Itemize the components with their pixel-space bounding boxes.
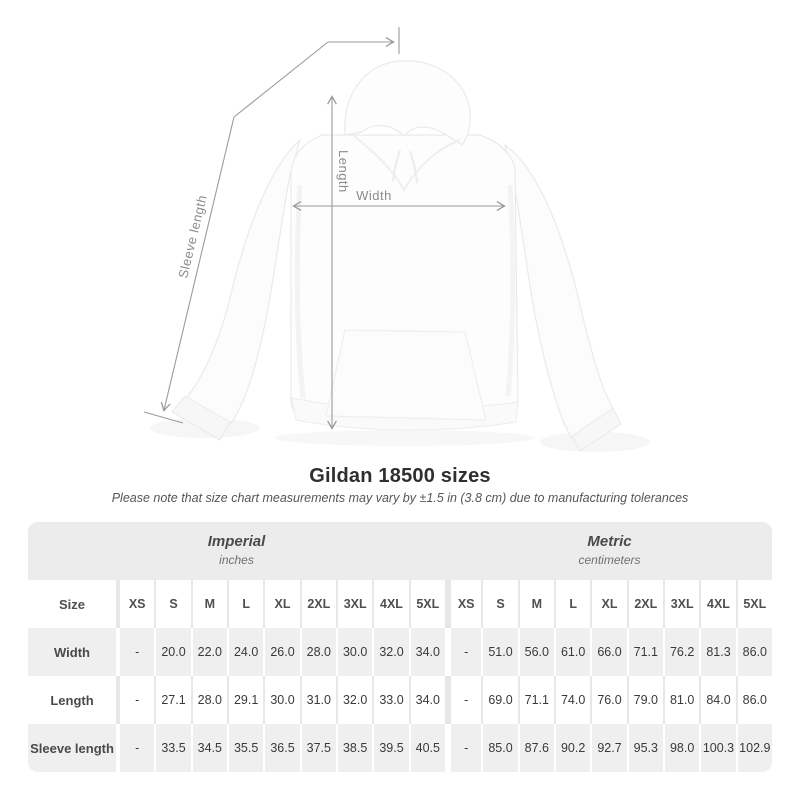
hood-shape	[345, 61, 470, 145]
measurement-cell: 95.3	[629, 724, 663, 772]
measurement-cell: 84.0	[701, 676, 735, 724]
measurement-cell: 29.1	[229, 676, 263, 724]
measurement-cell: 39.5	[374, 724, 408, 772]
measurement-cell: 102.9	[738, 724, 772, 772]
measurement-cell: 32.0	[338, 676, 372, 724]
measurement-cell: 37.5	[302, 724, 336, 772]
size-table-body	[28, 580, 772, 772]
measurement-cell: 40.5	[411, 724, 445, 772]
size-column-header: S	[156, 580, 190, 628]
measurement-cell: -	[120, 628, 154, 676]
measurement-cell: 74.0	[556, 676, 590, 724]
measurement-cell: 36.5	[265, 724, 299, 772]
measurement-cell: -	[451, 676, 481, 724]
measurement-cell: 86.0	[738, 676, 772, 724]
hoodie-illustration	[150, 61, 650, 452]
table-row-sleeve-length	[28, 724, 772, 772]
page-title: Gildan 18500 sizes	[309, 465, 491, 487]
measurement-cell: 92.7	[592, 724, 626, 772]
size-column-header: XL	[592, 580, 626, 628]
measurement-cell: 71.1	[629, 628, 663, 676]
left-sleeve-shape	[186, 140, 300, 424]
imperial-group-header	[28, 533, 445, 567]
size-table	[28, 522, 772, 772]
measurement-cell: -	[120, 724, 154, 772]
measurement-cell: 34.5	[193, 724, 227, 772]
measurement-cell: 32.0	[374, 628, 408, 676]
measurement-cell: -	[451, 628, 481, 676]
measurement-cell: 51.0	[483, 628, 517, 676]
measurement-cell: 26.0	[265, 628, 299, 676]
row-label-cell: Length	[28, 676, 116, 724]
imperial-unit-label: inches	[219, 553, 254, 567]
measurement-cell: 31.0	[302, 676, 336, 724]
size-column-header: 4XL	[701, 580, 735, 628]
metric-group-header	[447, 533, 772, 567]
measurement-cell: 76.2	[665, 628, 699, 676]
size-column-header: L	[229, 580, 263, 628]
measurement-cell: 34.0	[411, 628, 445, 676]
sleeve-length-label: Sleeve length	[175, 193, 210, 280]
right-sleeve-shape	[505, 145, 614, 438]
size-column-header: S	[483, 580, 517, 628]
measurement-cell: 66.0	[592, 628, 626, 676]
kangaroo-pocket-shape	[326, 330, 486, 420]
measurement-cell: 33.5	[156, 724, 190, 772]
size-column-header: 3XL	[338, 580, 372, 628]
measurement-cell: 87.6	[520, 724, 554, 772]
measurement-cell: 98.0	[665, 724, 699, 772]
measurement-cell: 81.3	[701, 628, 735, 676]
measurement-cell: 71.1	[520, 676, 554, 724]
measurement-cell: 56.0	[520, 628, 554, 676]
measurement-cell: 69.0	[483, 676, 517, 724]
size-column-header: 5XL	[411, 580, 445, 628]
measurement-cell: 28.0	[193, 676, 227, 724]
size-header-row	[28, 580, 772, 628]
measurement-cell: 38.5	[338, 724, 372, 772]
measurement-cell: 81.0	[665, 676, 699, 724]
size-column-header: 5XL	[738, 580, 772, 628]
measurement-cell: 86.0	[738, 628, 772, 676]
measurement-cell: 76.0	[592, 676, 626, 724]
measurement-cell: 20.0	[156, 628, 190, 676]
size-column-header: 4XL	[374, 580, 408, 628]
size-column-header: XL	[265, 580, 299, 628]
measurement-cell: -	[451, 724, 481, 772]
tolerance-note: Please note that size chart measurements may vary by ±1.5 in (3.8 cm) due to manufacturing tolerances	[111, 491, 689, 505]
size-column-header: M	[193, 580, 227, 628]
measurement-cell: 30.0	[338, 628, 372, 676]
width-label: Width	[356, 188, 392, 203]
measurement-cell: 28.0	[302, 628, 336, 676]
metric-unit-label: centimeters	[578, 553, 641, 567]
row-label-cell: Width	[28, 628, 116, 676]
sleeve-dimension-line-upper	[234, 42, 328, 117]
imperial-label: Imperial	[207, 533, 266, 550]
size-column-header: XS	[451, 580, 481, 628]
size-column-header: XS	[120, 580, 154, 628]
table-row-length	[28, 676, 772, 724]
unit-group-row	[28, 522, 772, 580]
size-column-header: M	[520, 580, 554, 628]
size-column-header: 2XL	[629, 580, 663, 628]
measurement-cell: 24.0	[229, 628, 263, 676]
metric-label: Metric	[587, 533, 632, 550]
size-column-header: L	[556, 580, 590, 628]
size-column-header: 2XL	[302, 580, 336, 628]
hoodie-shadow	[275, 430, 535, 446]
measurement-cell: 79.0	[629, 676, 663, 724]
measurement-cell: 33.0	[374, 676, 408, 724]
measurement-cell: 85.0	[483, 724, 517, 772]
measurement-cell: 22.0	[193, 628, 227, 676]
measurement-cell: 35.5	[229, 724, 263, 772]
size-column-header: 3XL	[665, 580, 699, 628]
size-header-cell: Size	[28, 580, 116, 628]
measurement-cell: 90.2	[556, 724, 590, 772]
measurement-cell: 61.0	[556, 628, 590, 676]
row-label-cell: Sleeve length	[28, 724, 116, 772]
table-row-width	[28, 628, 772, 676]
measurement-cell: 34.0	[411, 676, 445, 724]
measurement-cell: 27.1	[156, 676, 190, 724]
measurement-cell: 100.3	[701, 724, 735, 772]
measurement-cell: -	[120, 676, 154, 724]
length-label: Length	[336, 150, 351, 193]
measurement-cell: 30.0	[265, 676, 299, 724]
